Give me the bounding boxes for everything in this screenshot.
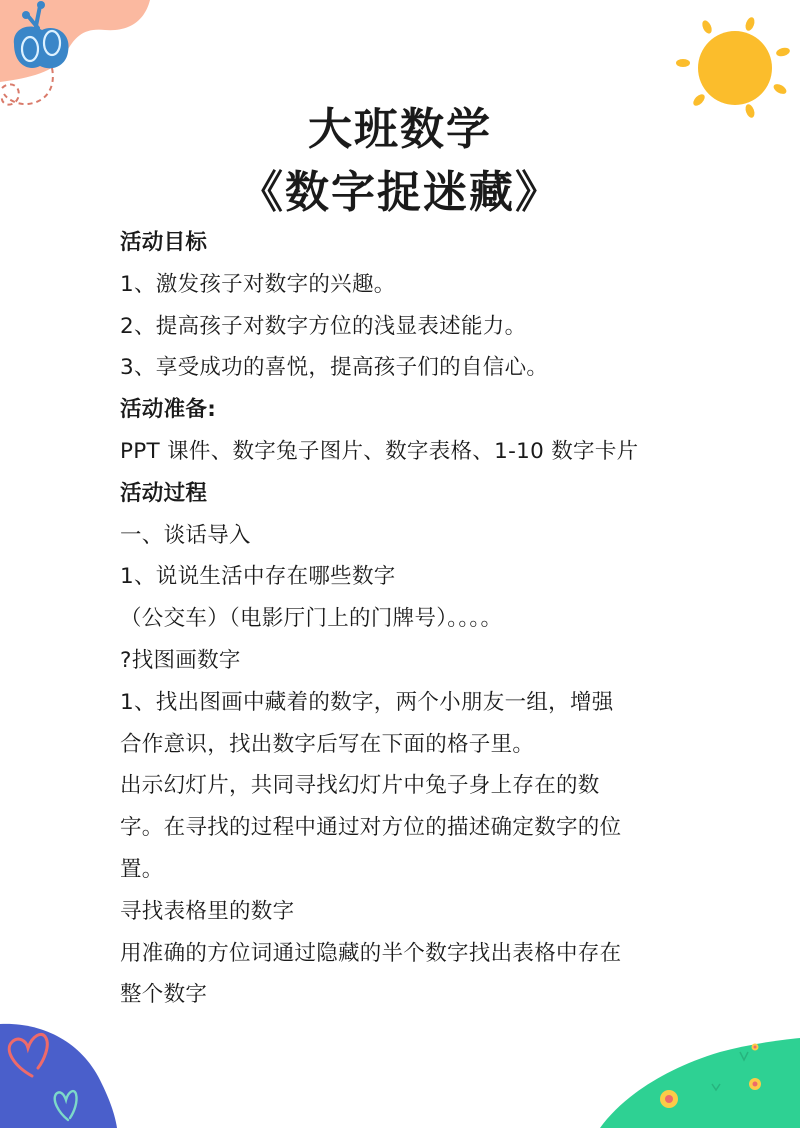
- body-line: （公交车）（电影厅门上的门牌号）。。。。: [120, 606, 503, 632]
- document-title: [0, 100, 800, 226]
- body-line: 置。: [120, 856, 164, 882]
- section-heading-process: 活动过程: [120, 480, 208, 506]
- body-line: 2、提高孩子对数字方位的浅显表述能力。: [120, 313, 527, 339]
- body-line: PPT 课件、数字兔子图片、数字表格、1-10 数字卡片: [120, 438, 639, 464]
- body-line: 用准确的方位词通过隐藏的半个数字找出表格中存在: [120, 940, 622, 966]
- body-line: 整个数字: [120, 982, 208, 1008]
- body-line: ?找图画数字: [120, 647, 241, 673]
- hearts-icon: [0, 1020, 130, 1128]
- body-line: 字。在寻找的过程中通过对方位的描述确定数字的位: [120, 815, 622, 841]
- flowers-icon: [600, 1030, 800, 1128]
- title-line-2: 《数字捉迷藏》: [239, 167, 561, 218]
- body-line: 3、享受成功的喜悦，提高孩子们的自信心。: [120, 355, 549, 381]
- body-line: 出示幻灯片，共同寻找幻灯片中兔子身上存在的数: [120, 773, 600, 799]
- body-line: 1、找出图画中藏着的数字，两个小朋友一组，增强: [120, 689, 614, 715]
- body-line: 1、激发孩子对数字的兴趣。: [120, 271, 396, 297]
- document-body: [120, 222, 690, 1016]
- body-line: 合作意识，找出数字后写在下面的格子里。: [120, 731, 535, 757]
- body-line: 一、谈话导入: [120, 522, 251, 548]
- body-line: 1、说说生活中存在哪些数字: [120, 564, 396, 590]
- title-line-1: 大班数学: [308, 104, 492, 155]
- body-line: 寻找表格里的数字: [120, 898, 295, 924]
- section-heading-goals: 活动目标: [120, 230, 208, 255]
- section-heading-preparation: 活动准备:: [120, 397, 217, 423]
